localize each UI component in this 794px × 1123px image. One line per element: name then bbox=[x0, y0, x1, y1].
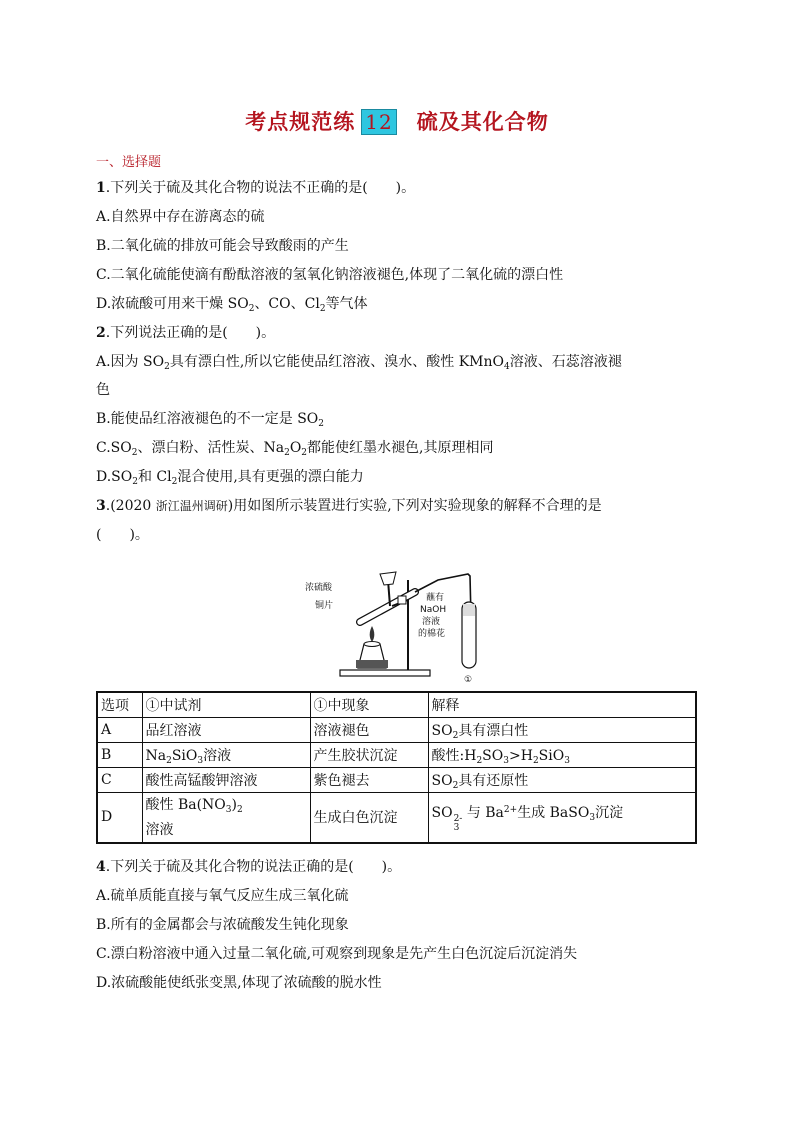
apparatus-figure bbox=[300, 560, 500, 685]
text: 生成 BaSO bbox=[517, 804, 590, 821]
q4-option-c: C.漂白粉溶液中通入过量二氧化硫,可观察到现象是先产生白色沉淀后沉淀消失 bbox=[96, 946, 578, 962]
text: 溶液 bbox=[145, 821, 174, 838]
subscript: 2 bbox=[284, 448, 290, 458]
q2-option-a-continued: 色 bbox=[96, 382, 110, 398]
table-cell: B bbox=[97, 743, 142, 768]
table-cell: 产生胶状沉淀 bbox=[310, 743, 428, 768]
question-number: 1 bbox=[96, 180, 106, 196]
question-number: 4 bbox=[96, 859, 106, 875]
question-text: .下列关于硫及其化合物的说法不正确的是( )。 bbox=[105, 180, 416, 196]
header-cell: 解释 bbox=[428, 692, 696, 718]
text: 溶液 bbox=[203, 747, 232, 764]
subscript: 3 bbox=[564, 755, 570, 766]
label-conc-acid: 浓硫酸 bbox=[305, 583, 333, 593]
text: D.SO bbox=[96, 469, 133, 485]
question-2-stem bbox=[96, 323, 275, 343]
table-cell bbox=[428, 793, 696, 843]
header-cell: 选项 bbox=[97, 692, 142, 718]
options-table bbox=[96, 691, 697, 844]
text: 沉淀 bbox=[595, 804, 624, 821]
table-cell bbox=[142, 743, 310, 768]
question-number: 2 bbox=[96, 325, 106, 341]
table-cell: 紫色褪去 bbox=[310, 768, 428, 793]
text: 具有漂白性,所以它能使品红溶液、溴水、酸性 KMnO bbox=[169, 354, 505, 370]
flame bbox=[370, 626, 375, 642]
text: 酸性 Ba(NO bbox=[145, 796, 226, 813]
table-cell: 生成白色沉淀 bbox=[310, 793, 428, 843]
question-4-stem bbox=[96, 857, 401, 877]
text: 和 Cl bbox=[137, 469, 172, 485]
table-cell bbox=[428, 743, 696, 768]
question-text: .下列关于硫及其化合物的说法正确的是( )。 bbox=[105, 859, 402, 875]
text: 混合使用,具有更强的漂白能力 bbox=[177, 469, 364, 485]
text: 、漂白粉、活性炭、Na bbox=[137, 440, 285, 456]
table-cell bbox=[428, 768, 696, 793]
subscript: 3 bbox=[453, 822, 460, 833]
text: 等气体 bbox=[325, 296, 368, 312]
label-cotton-3: 溶液 bbox=[422, 617, 441, 627]
text: 、CO、Cl bbox=[254, 296, 320, 312]
header-cell: ①中试剂 bbox=[142, 692, 310, 718]
question-1-stem bbox=[96, 178, 415, 198]
question-3-stem bbox=[96, 496, 602, 516]
stand-base bbox=[340, 670, 430, 676]
text: 具有漂白性 bbox=[458, 722, 529, 739]
burner-support bbox=[356, 660, 388, 668]
sub-sup-stack bbox=[454, 815, 463, 833]
label-tube-1: ① bbox=[464, 675, 473, 685]
title-suffix: 硫及其化合物 bbox=[416, 110, 549, 134]
lamp-neck bbox=[364, 642, 380, 647]
subscript: 2 bbox=[452, 780, 459, 791]
clamp bbox=[398, 596, 406, 604]
table-row bbox=[97, 793, 696, 843]
subscript: 2 bbox=[532, 755, 539, 766]
table-cell: 品红溶液 bbox=[142, 718, 310, 743]
table-row bbox=[97, 718, 696, 743]
subscript: 2 bbox=[452, 730, 459, 741]
table-row bbox=[97, 768, 696, 793]
table-cell bbox=[428, 718, 696, 743]
text: B.能使品红溶液褪色的不一定是 SO bbox=[96, 411, 319, 427]
text: 酸性:H bbox=[431, 747, 477, 764]
table-cell: 溶液褪色 bbox=[310, 718, 428, 743]
table-cell bbox=[142, 793, 310, 843]
q2-option-c bbox=[96, 438, 493, 463]
question-source: 浙江温州调研 bbox=[155, 499, 228, 513]
text: SO bbox=[482, 747, 504, 764]
label-copper: 铜片 bbox=[315, 601, 334, 611]
header-cell: ①中现象 bbox=[310, 692, 428, 718]
q2-option-d bbox=[96, 467, 364, 492]
label-cotton-2: NaOH bbox=[420, 605, 447, 615]
text: SO bbox=[431, 804, 453, 821]
table-header-row bbox=[97, 692, 696, 718]
q1-option-a: A.自然界中存在游离态的硫 bbox=[96, 209, 265, 225]
subscript: 2 bbox=[164, 362, 170, 372]
text: SO bbox=[431, 772, 453, 789]
text: A.因为 SO bbox=[96, 354, 165, 370]
subscript: 2 bbox=[171, 477, 178, 487]
subscript: 4 bbox=[504, 362, 510, 372]
q4-option-d: D.浓硫酸能使纸张变黑,体现了浓硫酸的脱水性 bbox=[96, 975, 382, 991]
text: O bbox=[289, 440, 302, 456]
subscript: 3 bbox=[225, 804, 232, 815]
title-prefix: 考点规范练 bbox=[245, 110, 356, 134]
subscript: 2 bbox=[131, 448, 138, 458]
question-text: .下列说法正确的是( )。 bbox=[105, 325, 276, 341]
question-3-stem-continued: ( )。 bbox=[96, 527, 149, 543]
title-number-badge: 12 bbox=[361, 109, 396, 135]
q4-option-b: B.所有的金属都会与浓硫酸发生钝化现象 bbox=[96, 917, 349, 933]
table-cell: C bbox=[97, 768, 142, 793]
table-cell: A bbox=[97, 718, 142, 743]
q1-option-d bbox=[96, 294, 368, 319]
q2-option-b bbox=[96, 409, 324, 434]
question-number: 3 bbox=[96, 498, 106, 514]
section-heading: 一、选择题 bbox=[96, 155, 162, 170]
text: SiO bbox=[538, 747, 565, 764]
subscript: 2 bbox=[236, 804, 243, 815]
paren: ) bbox=[231, 796, 237, 813]
label-cotton-1: 蘸有 bbox=[426, 593, 445, 603]
text: .(2020 bbox=[105, 498, 156, 514]
superscript: 2+ bbox=[503, 804, 518, 815]
subscript: 2 bbox=[301, 448, 308, 458]
subscript: 2 bbox=[476, 755, 483, 766]
text: Na bbox=[145, 747, 167, 764]
subscript: 2 bbox=[248, 304, 255, 314]
q4-option-a: A.硫单质能直接与氧气反应生成三氧化硫 bbox=[96, 888, 349, 904]
table-cell: 酸性高锰酸钾溶液 bbox=[142, 768, 310, 793]
text: 具有还原性 bbox=[458, 772, 529, 789]
table-row bbox=[97, 743, 696, 768]
funnel bbox=[380, 572, 396, 585]
q1-option-b: B.二氧化硫的排放可能会导致酸雨的产生 bbox=[96, 238, 349, 254]
subscript: 2 bbox=[318, 419, 324, 429]
text: SiO bbox=[171, 747, 198, 764]
text: >H bbox=[508, 747, 533, 764]
subscript: 3 bbox=[503, 755, 509, 766]
text: SO bbox=[431, 722, 453, 739]
subscript: 2 bbox=[319, 304, 326, 314]
subscript: 3 bbox=[589, 812, 596, 823]
cotton-plug bbox=[463, 604, 475, 616]
text: 都能使红墨水褪色,其原理相同 bbox=[307, 440, 494, 456]
subscript: 3 bbox=[197, 755, 204, 766]
q1-option-c: C.二氧化硫能使滴有酚酞溶液的氢氧化钠溶液褪色,体现了二氧化硫的漂白性 bbox=[96, 267, 564, 283]
page-title bbox=[0, 106, 794, 136]
table-cell: D bbox=[97, 793, 142, 843]
text: C.SO bbox=[96, 440, 132, 456]
text: )用如图所示装置进行实验,下列对实验现象的解释不合理的是 bbox=[227, 498, 602, 514]
label-cotton-4: 的棉花 bbox=[418, 629, 446, 639]
superscript: 2- bbox=[453, 813, 463, 824]
text: 溶液、石蕊溶液褪 bbox=[509, 354, 622, 370]
subscript: 2 bbox=[132, 477, 138, 487]
text: 与 Ba bbox=[466, 804, 504, 821]
text: D.浓硫酸可用来干燥 SO bbox=[96, 296, 249, 312]
reaction-tube-inner bbox=[360, 592, 415, 622]
q2-option-a bbox=[96, 352, 622, 377]
subscript: 2 bbox=[166, 755, 172, 766]
